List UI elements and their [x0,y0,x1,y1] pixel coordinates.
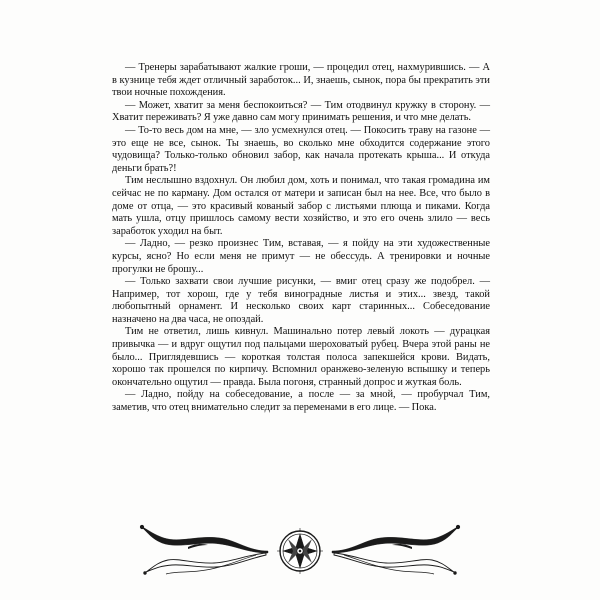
compass-rose-flourish-icon [128,522,472,580]
paragraph: — Ладно, пойду на собеседование, а после — за мной, — пробурчал Тим, заметив, что отец внимательно следит за переменами в его лице. — Пока. [112,389,490,414]
paragraph: — Может, хватит за меня беспокоиться? — Тим отодвинул кружку в сторону. — Хватит переживать? Я уже давно сам могу принимать решения, и что мне делать. [112,99,490,124]
paragraph: — Ладно, — резко произнес Тим, вставая, — я пойду на эти художественные курсы, ясно? Но если меня не примут — не обессудь. А тренировки и ночные прогулки не брошу... [112,238,490,275]
page-text-column [112,62,490,415]
paragraph: Тим не ответил, лишь кивнул. Машинально потер левый локоть — дурацкая привычка — и вдруг ощутил под пальцами шероховатый рубец. Вчера этой раны не было... Приглядевшись — короткая толстая полоса запекшейся крови. Видать, хорошо так прошелся по кирпичу. Вспомнил оранжево-зеленую вспышку и теперь окончательно ощутил — правда. Была погоня, странный допрос и жуткая боль. [112,326,490,388]
paragraph: — Тренеры зарабатывают жалкие гроши, — процедил отец, нахмурившись. — А в кузнице тебя ждет отличный заработок... И, знаешь, сынок, пора бы прекратить эти твои ночные похождения. [112,62,490,99]
paragraph: — То-то весь дом на мне, — зло усмехнулся отец. — Покосить траву на газоне — это еще не все, сынок. Ты знаешь, во сколько мне обходится содержание этого чудовища? Только-только обновил забор, как начала протекать крыша... И откуда деньги брать?! [112,124,490,174]
paragraph: Тим неслышно вздохнул. Он любил дом, хоть и понимал, что такая громадина им сейчас не по карману. Дом остался от матери и записан был на нее. Все, что было в доме от отца, — это красивый кованый забор с листьями плюща и пиками. Когда мать ушла, отцу пришлось самому вести хозяйство, и это его очень злило — весь заработок уходил на быт. [112,175,490,237]
paragraph: — Только захвати свои лучшие рисунки, — вмиг отец сразу же подобрел. — Например, тот хорош, где у тебя виноградные листья и этих... звезд, такой любопытный орнамент. И несколько своих карт старинных... Собеседование назначено на два часа, не опоздай. [112,276,490,325]
